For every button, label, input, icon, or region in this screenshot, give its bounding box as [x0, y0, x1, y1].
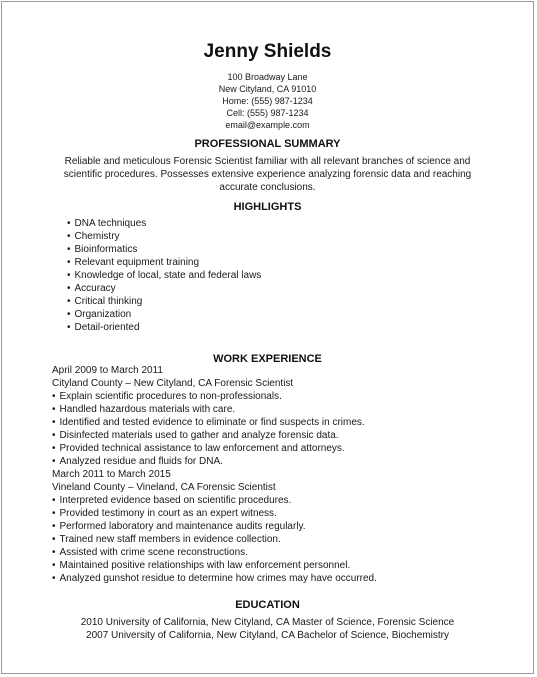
- highlight-item: • Chemistry: [67, 230, 261, 243]
- highlight-item: • Accuracy: [67, 282, 261, 295]
- contact-block: [2, 71, 533, 131]
- education-heading: EDUCATION: [235, 599, 300, 611]
- job-bullet: • Provided testimony in court as an expert witness.: [52, 507, 377, 520]
- job-bullet: • Interpreted evidence based on scientific procedures.: [52, 494, 377, 507]
- job-dates: April 2009 to March 2011: [52, 365, 163, 376]
- job-dates: March 2011 to March 2015: [52, 469, 171, 480]
- job-bullet: • Analyzed gunshot residue to determine how crimes may have occurred.: [52, 572, 377, 585]
- resume-name: Jenny Shields: [203, 41, 332, 62]
- summary-heading: PROFESSIONAL SUMMARY: [194, 138, 341, 150]
- contact-city: New Cityland, CA 91010: [218, 84, 317, 95]
- highlight-item: • DNA techniques: [67, 217, 261, 230]
- summary-text: Reliable and meticulous Forensic Scientist familiar with all relevant branches of science and scientific procedures. Possesses extensive experience analyzing forensic data and reaching accurate conclusions.: [63, 156, 472, 193]
- highlight-item: • Detail-oriented: [67, 321, 261, 334]
- highlight-item: • Relevant equipment training: [67, 256, 261, 269]
- contact-home-phone: Home: (555) 987-1234: [222, 96, 313, 107]
- job-bullet: • Handled hazardous materials with care.: [52, 403, 377, 416]
- highlight-item: • Critical thinking: [67, 295, 261, 308]
- job-bullet: • Analyzed residue and fluids for DNA.: [52, 455, 377, 468]
- education-entry: 2007 University of California, New Cityland, CA Bachelor of Science, Biochemistry: [86, 630, 449, 641]
- experience-section: [52, 364, 377, 585]
- highlights-list: [67, 217, 261, 334]
- job-bullet: • Provided technical assistance to law enforcement and attorneys.: [52, 442, 377, 455]
- job-bullet: • Assisted with crime scene reconstructions.: [52, 546, 377, 559]
- job-title: Cityland County – New Cityland, CA Forensic Scientist: [52, 378, 294, 389]
- job-bullet: • Maintained positive relationships with law enforcement personnel.: [52, 559, 377, 572]
- job-entry: [52, 468, 377, 585]
- contact-address: 100 Broadway Lane: [227, 72, 308, 82]
- highlight-item: • Organization: [67, 308, 261, 321]
- contact-email: email@example.com: [225, 120, 310, 131]
- resume-page: [1, 1, 534, 674]
- job-bullet: • Performed laboratory and maintenance audits regularly.: [52, 520, 377, 533]
- job-entry: [52, 364, 377, 468]
- job-bullet: • Explain scientific procedures to non-professionals.: [52, 390, 377, 403]
- job-bullet: • Trained new staff members in evidence collection.: [52, 533, 377, 546]
- highlights-heading: HIGHLIGHTS: [233, 201, 302, 213]
- highlight-item: • Knowledge of local, state and federal laws: [67, 269, 261, 282]
- job-bullet: • Identified and tested evidence to eliminate or find suspects in crimes.: [52, 416, 377, 429]
- education-entry: 2010 University of California, New Cityland, CA Master of Science, Forensic Science: [80, 617, 455, 628]
- experience-heading: WORK EXPERIENCE: [213, 353, 322, 365]
- education-list: [2, 616, 533, 642]
- job-bullet: • Disinfected materials used to gather and analyze forensic data.: [52, 429, 377, 442]
- job-bullets: [52, 494, 377, 585]
- contact-cell-phone: Cell: (555) 987-1234: [226, 108, 309, 119]
- job-bullets: [52, 390, 377, 468]
- highlight-item: • Bioinformatics: [67, 243, 261, 256]
- job-title: Vineland County – Vineland, CA Forensic Scientist: [52, 482, 276, 493]
